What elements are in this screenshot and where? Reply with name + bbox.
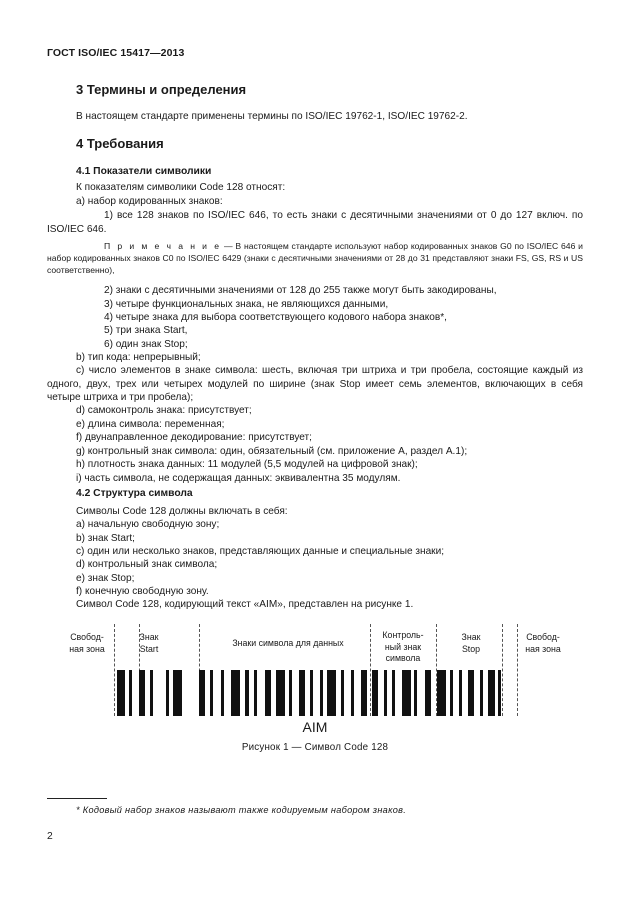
footnote: * Кодовый набор знаков называют также кодируемым набором знаков. xyxy=(76,805,407,815)
structure-item-f: f) конечную свободную зону. xyxy=(76,586,209,597)
page-number: 2 xyxy=(47,831,53,842)
list-item-a2: 2) знаки с десятичными значениями от 128 до 255 также могут быть закодированы, xyxy=(104,285,497,296)
zone-divider xyxy=(502,624,503,716)
list-item-a4: 4) четыре знака для выбора соответствующего кодового набора знаков*, xyxy=(104,312,447,323)
list-item-c: c) число элементов в знаке символа: шесть, включая три штриха и три пробела, состоящие каждый из одного, двух, трех или четырех модулей по ширине (знак Stop имеет семь элементов, включающих в себя четыре штриха и три пробела); xyxy=(47,365,583,403)
list-item-a6: 6) один знак Stop; xyxy=(104,339,188,350)
section-3-text: В настоящем стандарте применены термины по ISO/IEC 19762-1, ISO/IEC 19762-2. xyxy=(76,111,468,122)
barcode-bar xyxy=(245,670,249,716)
barcode-bar xyxy=(320,670,323,716)
figure-caption: Рисунок 1 — Символ Code 128 xyxy=(241,742,389,753)
barcode-bar xyxy=(437,670,446,716)
barcode-bar xyxy=(221,670,224,716)
barcode-bar xyxy=(498,670,501,716)
barcode-figure xyxy=(47,624,583,716)
barcode-bar xyxy=(480,670,483,716)
barcode-bar xyxy=(361,670,367,716)
structure-item-c: c) один или несколько знаков, представляющих данные и специальные знаки; xyxy=(76,546,445,557)
barcode-bar xyxy=(129,670,132,716)
structure-intro: Символы Code 128 должны включать в себя: xyxy=(76,506,288,517)
list-item-a5: 5) три знака Start, xyxy=(104,325,188,336)
barcode-bar xyxy=(254,670,257,716)
list-item-h: h) плотность знака данных: 11 модулей (5,5 модулей на цифровой знак); xyxy=(76,459,418,470)
barcode-human-readable-text: AIM xyxy=(302,719,328,735)
barcode-bar xyxy=(150,670,153,716)
zone-label-quiet-left: Свобод- ная зона xyxy=(69,632,105,654)
section-4-title: 4 Требования xyxy=(76,136,164,151)
barcode-bar xyxy=(289,670,292,716)
subsection-4-2-title: 4.2 Структура символа xyxy=(76,488,193,499)
structure-item-d: d) контрольный знак символа; xyxy=(76,559,218,570)
barcode-bar xyxy=(402,670,411,716)
footnote-separator xyxy=(47,798,107,799)
list-item-a3: 3) четыре функциональных знака, не являющихся данными, xyxy=(104,299,389,310)
barcode-bar xyxy=(372,670,378,716)
barcode-bar xyxy=(199,670,205,716)
barcode-bar xyxy=(173,670,182,716)
barcode-bar xyxy=(468,670,474,716)
list-item-a: а) набор кодированных знаков: xyxy=(76,196,223,207)
structure-item-b: b) знак Start; xyxy=(76,533,135,544)
subsection-4-1-title: 4.1 Показатели символики xyxy=(76,166,212,177)
zone-label-check: Контроль- ный знак символа xyxy=(382,630,424,663)
structure-item-a: а) начальную свободную зону; xyxy=(76,519,220,530)
structure-figure-reference: Символ Code 128, кодирующий текст «AIM», представлен на рисунке 1. xyxy=(76,599,414,610)
list-item-d: d) самоконтроль знака: присутствует; xyxy=(76,405,252,416)
barcode-bar xyxy=(327,670,336,716)
barcode-bar xyxy=(276,670,285,716)
barcode-bar xyxy=(488,670,495,716)
list-intro: К показателям символики Code 128 относят: xyxy=(76,182,286,193)
list-item-i: i) часть символа, не содержащая данных: эквивалентна 35 модулям. xyxy=(76,473,401,484)
barcode-bar xyxy=(117,670,125,716)
barcode-bar xyxy=(425,670,431,716)
zone-label-stop: Знак Stop xyxy=(461,632,481,654)
barcode-bar xyxy=(139,670,145,716)
zone-label-quiet-right: Свобод- ная зона xyxy=(525,632,561,654)
list-item-e: e) длина символа: переменная; xyxy=(76,419,225,430)
list-item-b: b) тип кода: непрерывный; xyxy=(76,352,201,363)
zone-label-data: Знаки символа для данных xyxy=(232,638,344,648)
barcode-bar xyxy=(341,670,344,716)
list-item-g: g) контрольный знак символа: один, обязательный (см. приложение А, раздел А.1); xyxy=(76,446,468,457)
list-item-f: f) двунаправленное декодирование: присутствует; xyxy=(76,432,312,443)
barcode-bar xyxy=(310,670,313,716)
barcode-bar xyxy=(351,670,354,716)
list-item-a1: 1) все 128 знаков по ISO/IEC 646, то есть знаки с десятичными значениями от 0 до 127 включ. по ISO/IEC 646. xyxy=(47,210,583,235)
barcode-bar xyxy=(384,670,387,716)
barcode-bar xyxy=(414,670,417,716)
barcode-bar xyxy=(299,670,305,716)
zone-divider xyxy=(370,624,371,716)
barcode-bar xyxy=(459,670,462,716)
zone-label-start: Знак Start xyxy=(139,632,159,654)
structure-item-e: e) знак Stop; xyxy=(76,573,135,584)
note-paragraph xyxy=(47,240,583,276)
section-3-title: 3 Термины и определения xyxy=(76,82,247,97)
barcode-bar xyxy=(231,670,240,716)
note-label: П р и м е ч а н и е xyxy=(104,241,222,251)
barcode-bar xyxy=(210,670,213,716)
note-text: — В настоящем стандарте используют набор кодированных знаков G0 по ISO/IEC 646 и набор кодированных знаков C0 по ISO/IEC 6429 (знаки с десятичными значениями от 28 до 31 представляют знаки FS, GS, RS и US соответственно), xyxy=(47,241,583,275)
barcode-bar xyxy=(392,670,395,716)
barcode-bar xyxy=(450,670,453,716)
standard-header: ГОСТ ISO/IEC 15417—2013 xyxy=(47,47,185,59)
barcode-bar xyxy=(166,670,169,716)
barcode-bar xyxy=(265,670,271,716)
